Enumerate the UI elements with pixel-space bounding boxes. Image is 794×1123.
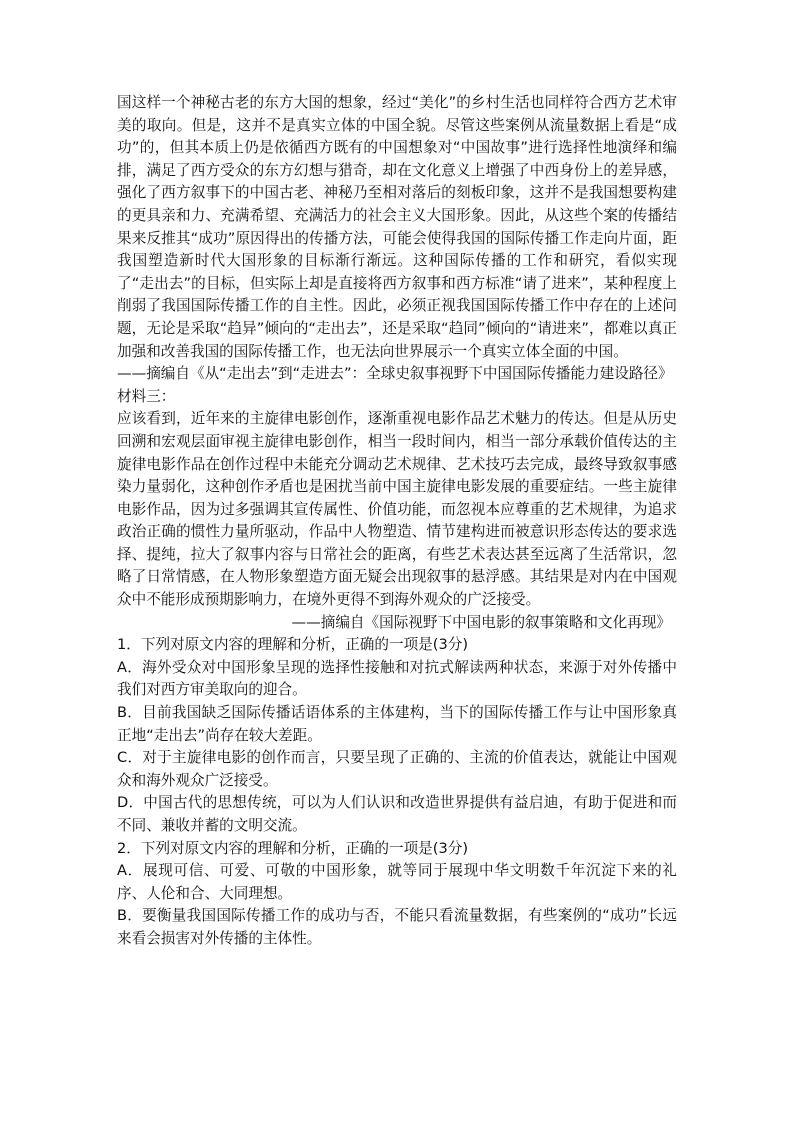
question-2-option-b: B．要衡量我国国际传播工作的成功与否，不能只看流量数据，有些案例的“成功”长远来看会损害对外传播的主体性。 bbox=[117, 907, 677, 947]
material-3-heading: 材料三： bbox=[117, 387, 176, 405]
paragraph-material-3-body: 应该看到，近年来的主旋律电影创作，逐渐重视电影作品艺术魅力的传达。但是从历史回溯和宏观层面审视主旋律电影创作，相当一段时间内，相当一部分承载价值传达的主旋律电影作品在创作过程中未能充分调动艺术规律、艺术技巧去完成，最终导致叙事感染力量弱化，这种创作矛盾也是困扰当前中国主旋律电影发展的重要症结。一些主旋律电影作品，因为过多强调其宣传属性、价值功能，而忽视本应尊重的艺术规律，为追求政治正确的惯性力量所驱动，作品中人物塑造、情节建构进而被意识形态传达的要求选择、提纯，拉大了叙事内容与日常社会的距离，有些艺术表达甚至远离了生活常识，忽略了日常情感，在人物形象塑造方面无疑会出现叙事的悬浮感。其结果是对内在中国观众中不能形成预期影响力，在境外更得不到海外观众的广泛接受。 bbox=[117, 410, 677, 609]
question-1-option-a: A．海外受众对中国形象呈现的选择性接触和对抗式解读两种状态，来源于对外传播中我们对西方审美取向的迎合。 bbox=[117, 658, 677, 699]
question-2-stem: 2．下列对原文内容的理解和分析，正确的一项是(3分) bbox=[117, 839, 469, 857]
document-page bbox=[117, 92, 677, 951]
question-1-option-d: D．中国古代的思想传统，可以为人们认识和改造世界提供有益启迪，有助于促进和而不同、兼收并蓄的文明交流。 bbox=[117, 794, 677, 834]
question-2-option-a: A．展现可信、可爱、可敬的中国形象，就等同于展现中华文明数千年沉淀下来的礼序、人伦和合、大同理想。 bbox=[117, 862, 677, 902]
paragraph-material-2-body: 国这样一个神秘古老的东方大国的想象，经过“美化”的乡村生活也同样符合西方艺术审美的取向。但是，这并不是真实立体的中国全貌。尽管这些案例从流量数据上看是“成功”的，但其本质上仍是依循西方既有的中国想象对“中国故事”进行选择性地演绎和编排，满足了西方受众的东方幻想与猎奇，却在文化意义上增强了中西身份上的差异感，强化了西方叙事下的中国古老、神秘乃至相对落后的刻板印象，这并不是我国想要构建的更具亲和力、充满希望、充满活力的社会主义大国形象。因此，从这些个案的传播结果来反推其“成功”原因得出的传播方法，可能会使得我国的国际传播工作走向片面，距我国塑造新时代大国形象的目标渐行渐远。这种国际传播的工作和研究，看似实现了“走出去”的目标，但实际上却是直接将西方叙事和西方标准“请了进来”，某种程度上削弱了我国国际传播工作的自主性。因此，必须正视我国国际传播工作中存在的上述问题，无论是采取“趋异”倾向的“走出去”，还是采取“趋同”倾向的“请进来”，都难以真正加强和改善我国的国际传播工作，也无法向世界展示一个真实立体全面的中国。 bbox=[117, 94, 677, 360]
question-1-stem: 1．下列对原文内容的理解和分析，正确的一项是(3分) bbox=[117, 636, 469, 654]
question-1-option-c: C．对于主旋律电影的创作而言，只要呈现了正确的、主流的价值表达，就能让中国观众和海外观众广泛接受。 bbox=[117, 749, 677, 789]
source-citation-2: ——摘编自《从“走出去”到“走进去”：全球史叙事视野下中国国际传播能力建设路径》 bbox=[117, 365, 673, 383]
question-1-option-b: B．目前我国缺乏国际传播话语体系的主体建构，当下的国际传播工作与让中国形象真正地“走出去”尚存在较大差距。 bbox=[117, 704, 677, 744]
source-citation-3: ——摘编自《国际视野下中国电影的叙事策略和文化再现》 bbox=[291, 613, 671, 631]
